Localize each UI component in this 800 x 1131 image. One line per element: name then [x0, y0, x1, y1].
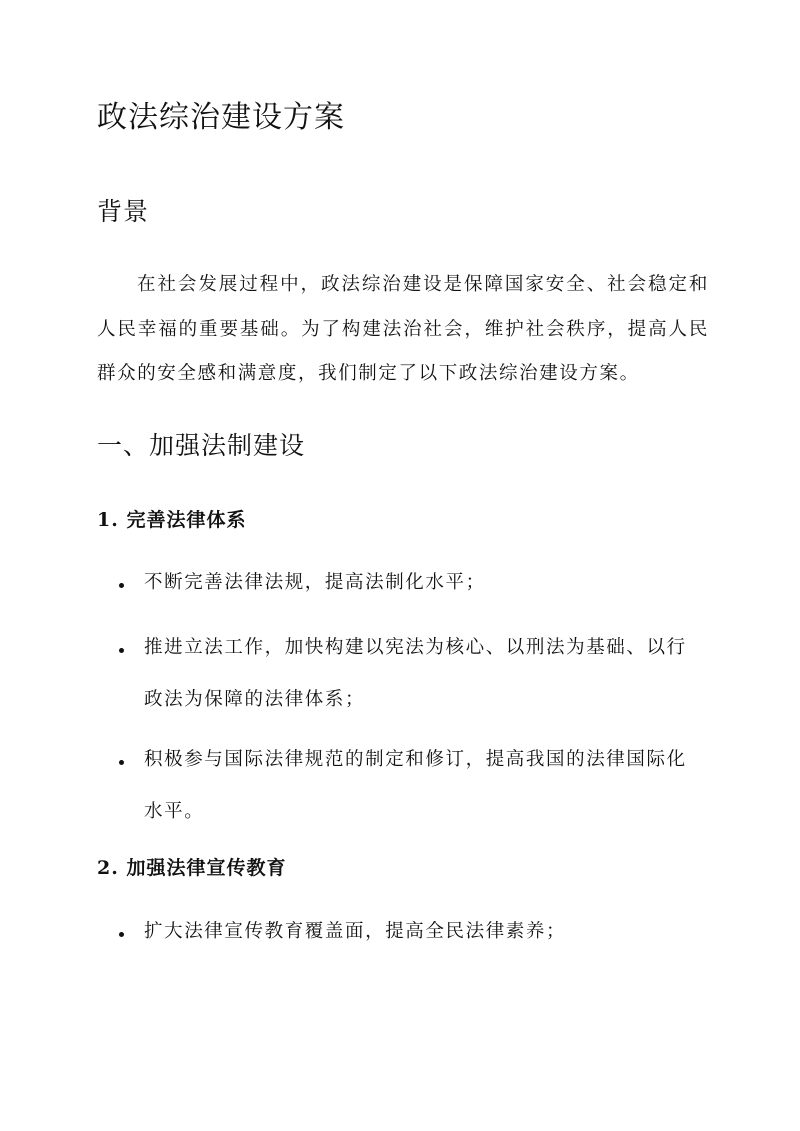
background-heading: 背景 [97, 197, 150, 226]
list-item-text: 积极参与国际法律规范的制定和修订，提高我国的法律国际化水平。 [144, 749, 687, 822]
list-item-text: 不断完善法律法规，提高法制化水平； [144, 572, 486, 593]
background-paragraph: 在社会发展过程中，政法综治建设是保障国家安全、社会稳定和人民幸福的重要基础。为了构建法治社会，维护社会秩序，提高人民群众的安全感和满意度，我们制定了以下政法综治建设方案。 [97, 274, 709, 384]
section-1-heading: 一、加强法制建设 [97, 431, 306, 460]
list-item-text: 推进立法工作，加快构建以宪法为核心、以刑法为基础、以行政法为保障的法律体系； [144, 637, 687, 710]
bullet-dot [119, 932, 124, 937]
document-title: 政法综治建设方案 [97, 100, 345, 135]
list-item-text: 扩大法律宣传教育覆盖面，提高全民法律素养； [144, 921, 567, 942]
bullet-dot [119, 583, 124, 588]
subsection-2-heading: 2. 加强法律宣传教育 [97, 857, 287, 879]
bullet-dot [119, 760, 124, 765]
subsection-1-heading: 1. 完善法律体系 [97, 509, 247, 531]
bullet-dot [119, 648, 124, 653]
